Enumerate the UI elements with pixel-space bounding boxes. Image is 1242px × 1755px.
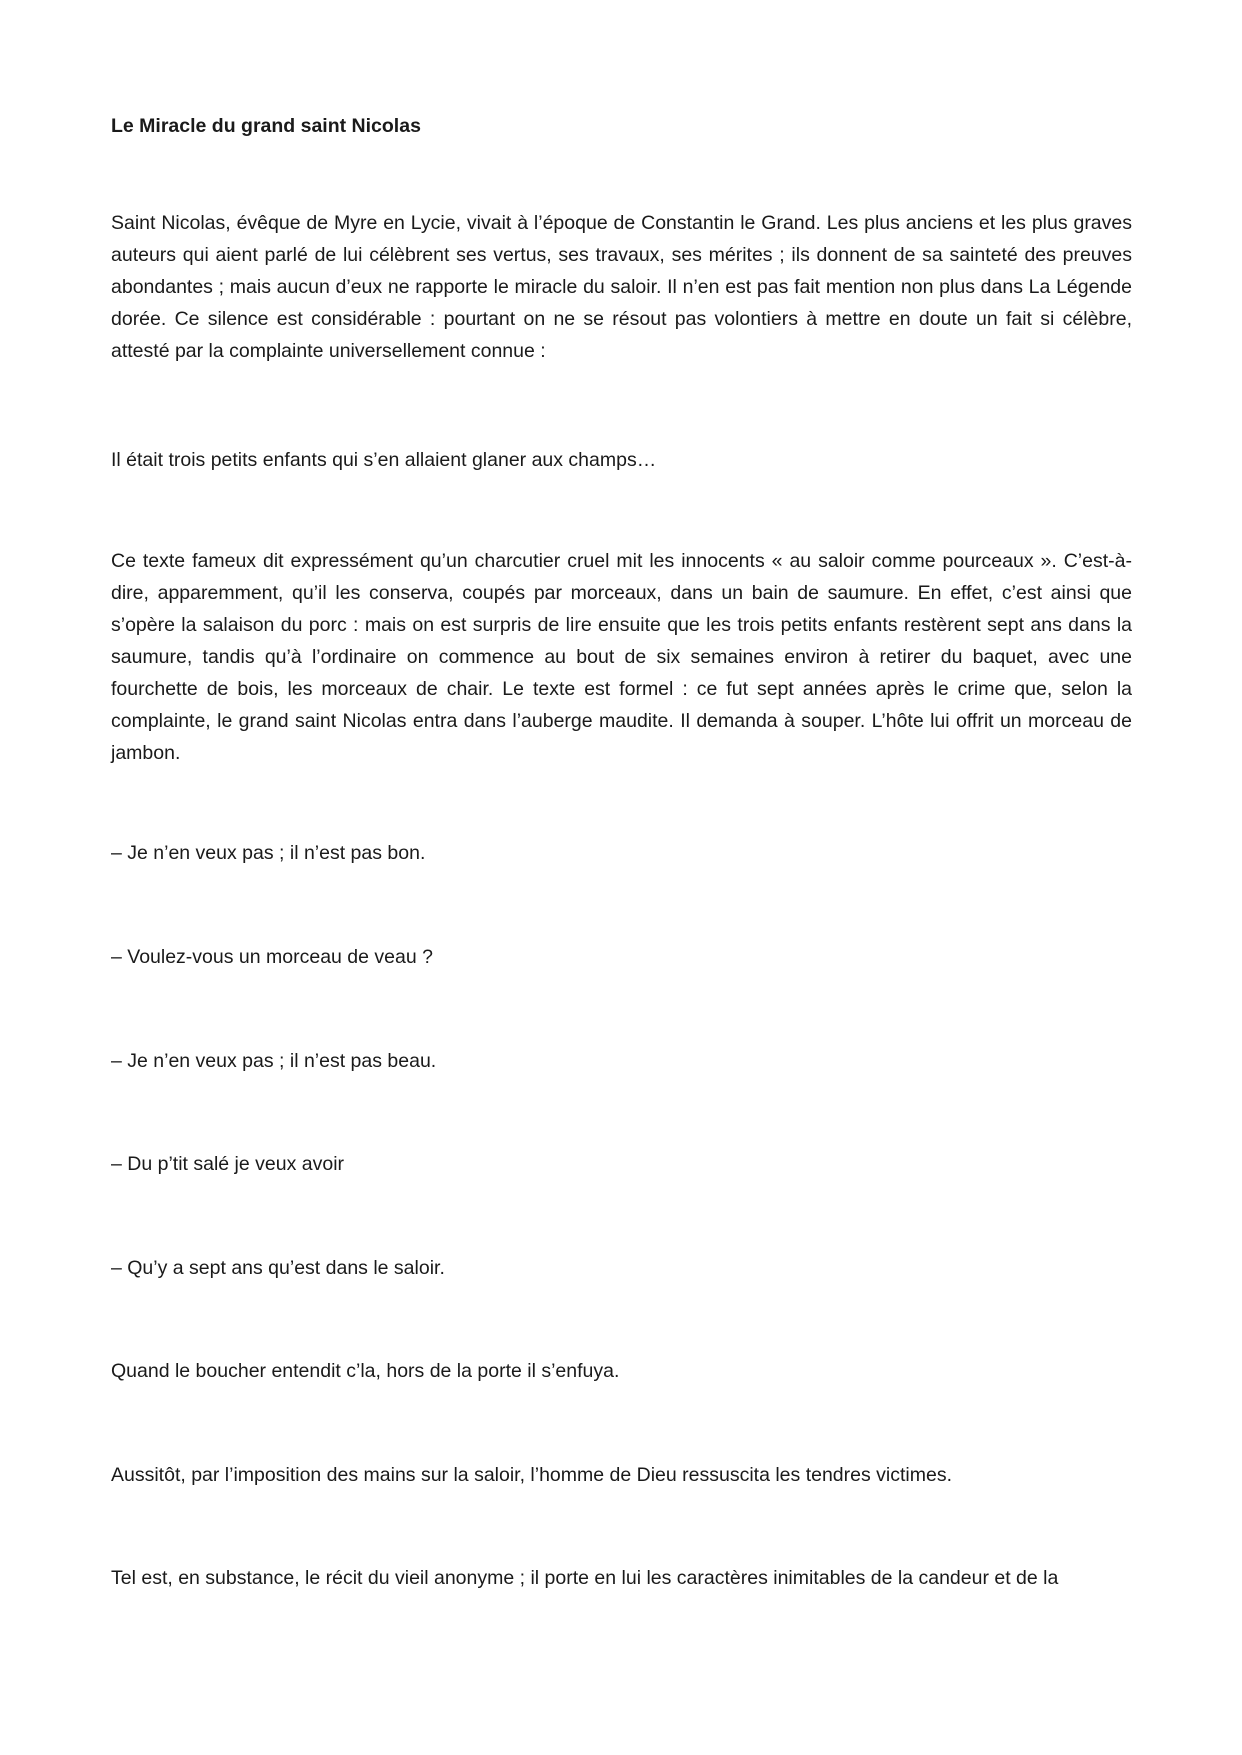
dialogue-line-2: – Voulez-vous un morceau de veau ? <box>111 946 433 968</box>
paragraph-conclusion: Tel est, en substance, le récit du vieil anonyme ; il porte en lui les caractères inimitables de la candeur et de la <box>111 1567 1059 1589</box>
document-title: Le Miracle du grand saint Nicolas <box>111 115 421 137</box>
paragraph-intro: Saint Nicolas, évêque de Myre en Lycie, vivait à l’époque de Constantin le Grand. Les plus anciens et les plus graves auteurs qui aient parlé de lui célèbrent ses vertus, ses travaux, ses mérites ; ils donnent de sa sainteté des preuves abondantes ; mais aucun d’eux ne rapporte le miracle du saloir. Il n’en est pas fait mention non plus dans La Légende dorée. Ce silence est considérable : pourtant on ne se résout pas volontiers à mettre en doute un fait si célèbre, attesté par la complainte universellement connue : <box>111 212 1132 362</box>
paragraph-complainte-quote: Il était trois petits enfants qui s’en allaient glaner aux champs… <box>111 449 657 471</box>
paragraph-resurrection: Aussitôt, par l’imposition des mains sur la saloir, l’homme de Dieu ressuscita les tendres victimes. <box>111 1464 952 1486</box>
dialogue-line-4: – Du p’tit salé je veux avoir <box>111 1153 345 1175</box>
dialogue-line-3: – Je n’en veux pas ; il n’est pas beau. <box>111 1050 437 1072</box>
dialogue-line-5: – Qu’y a sept ans qu’est dans le saloir. <box>111 1257 445 1279</box>
dialogue-line-1: – Je n’en veux pas ; il n’est pas bon. <box>111 842 426 864</box>
paragraph-texte-fameux: Ce texte fameux dit expressément qu’un charcutier cruel mit les innocents « au saloir comme pourceaux ». C’est-à-dire, apparemment, qu’il les conserva, coupés par morceaux, dans un bain de saumure. En effet, c’est ainsi que s’opère la salaison du porc : mais on est surpris de lire ensuite que les trois petits enfants restèrent sept ans dans la saumure, tandis qu’à l’ordinaire on commence au bout de six semaines environ à retirer du baquet, avec une fourchette de bois, les morceaux de chair. Le texte est formel : ce fut sept années après le crime que, selon la complainte, le grand saint Nicolas entra dans l’auberge maudite. Il demanda à souper. L’hôte lui offrit un morceau de jambon. <box>111 550 1132 764</box>
paragraph-boucher: Quand le boucher entendit c’la, hors de la porte il s’enfuya. <box>111 1360 620 1382</box>
